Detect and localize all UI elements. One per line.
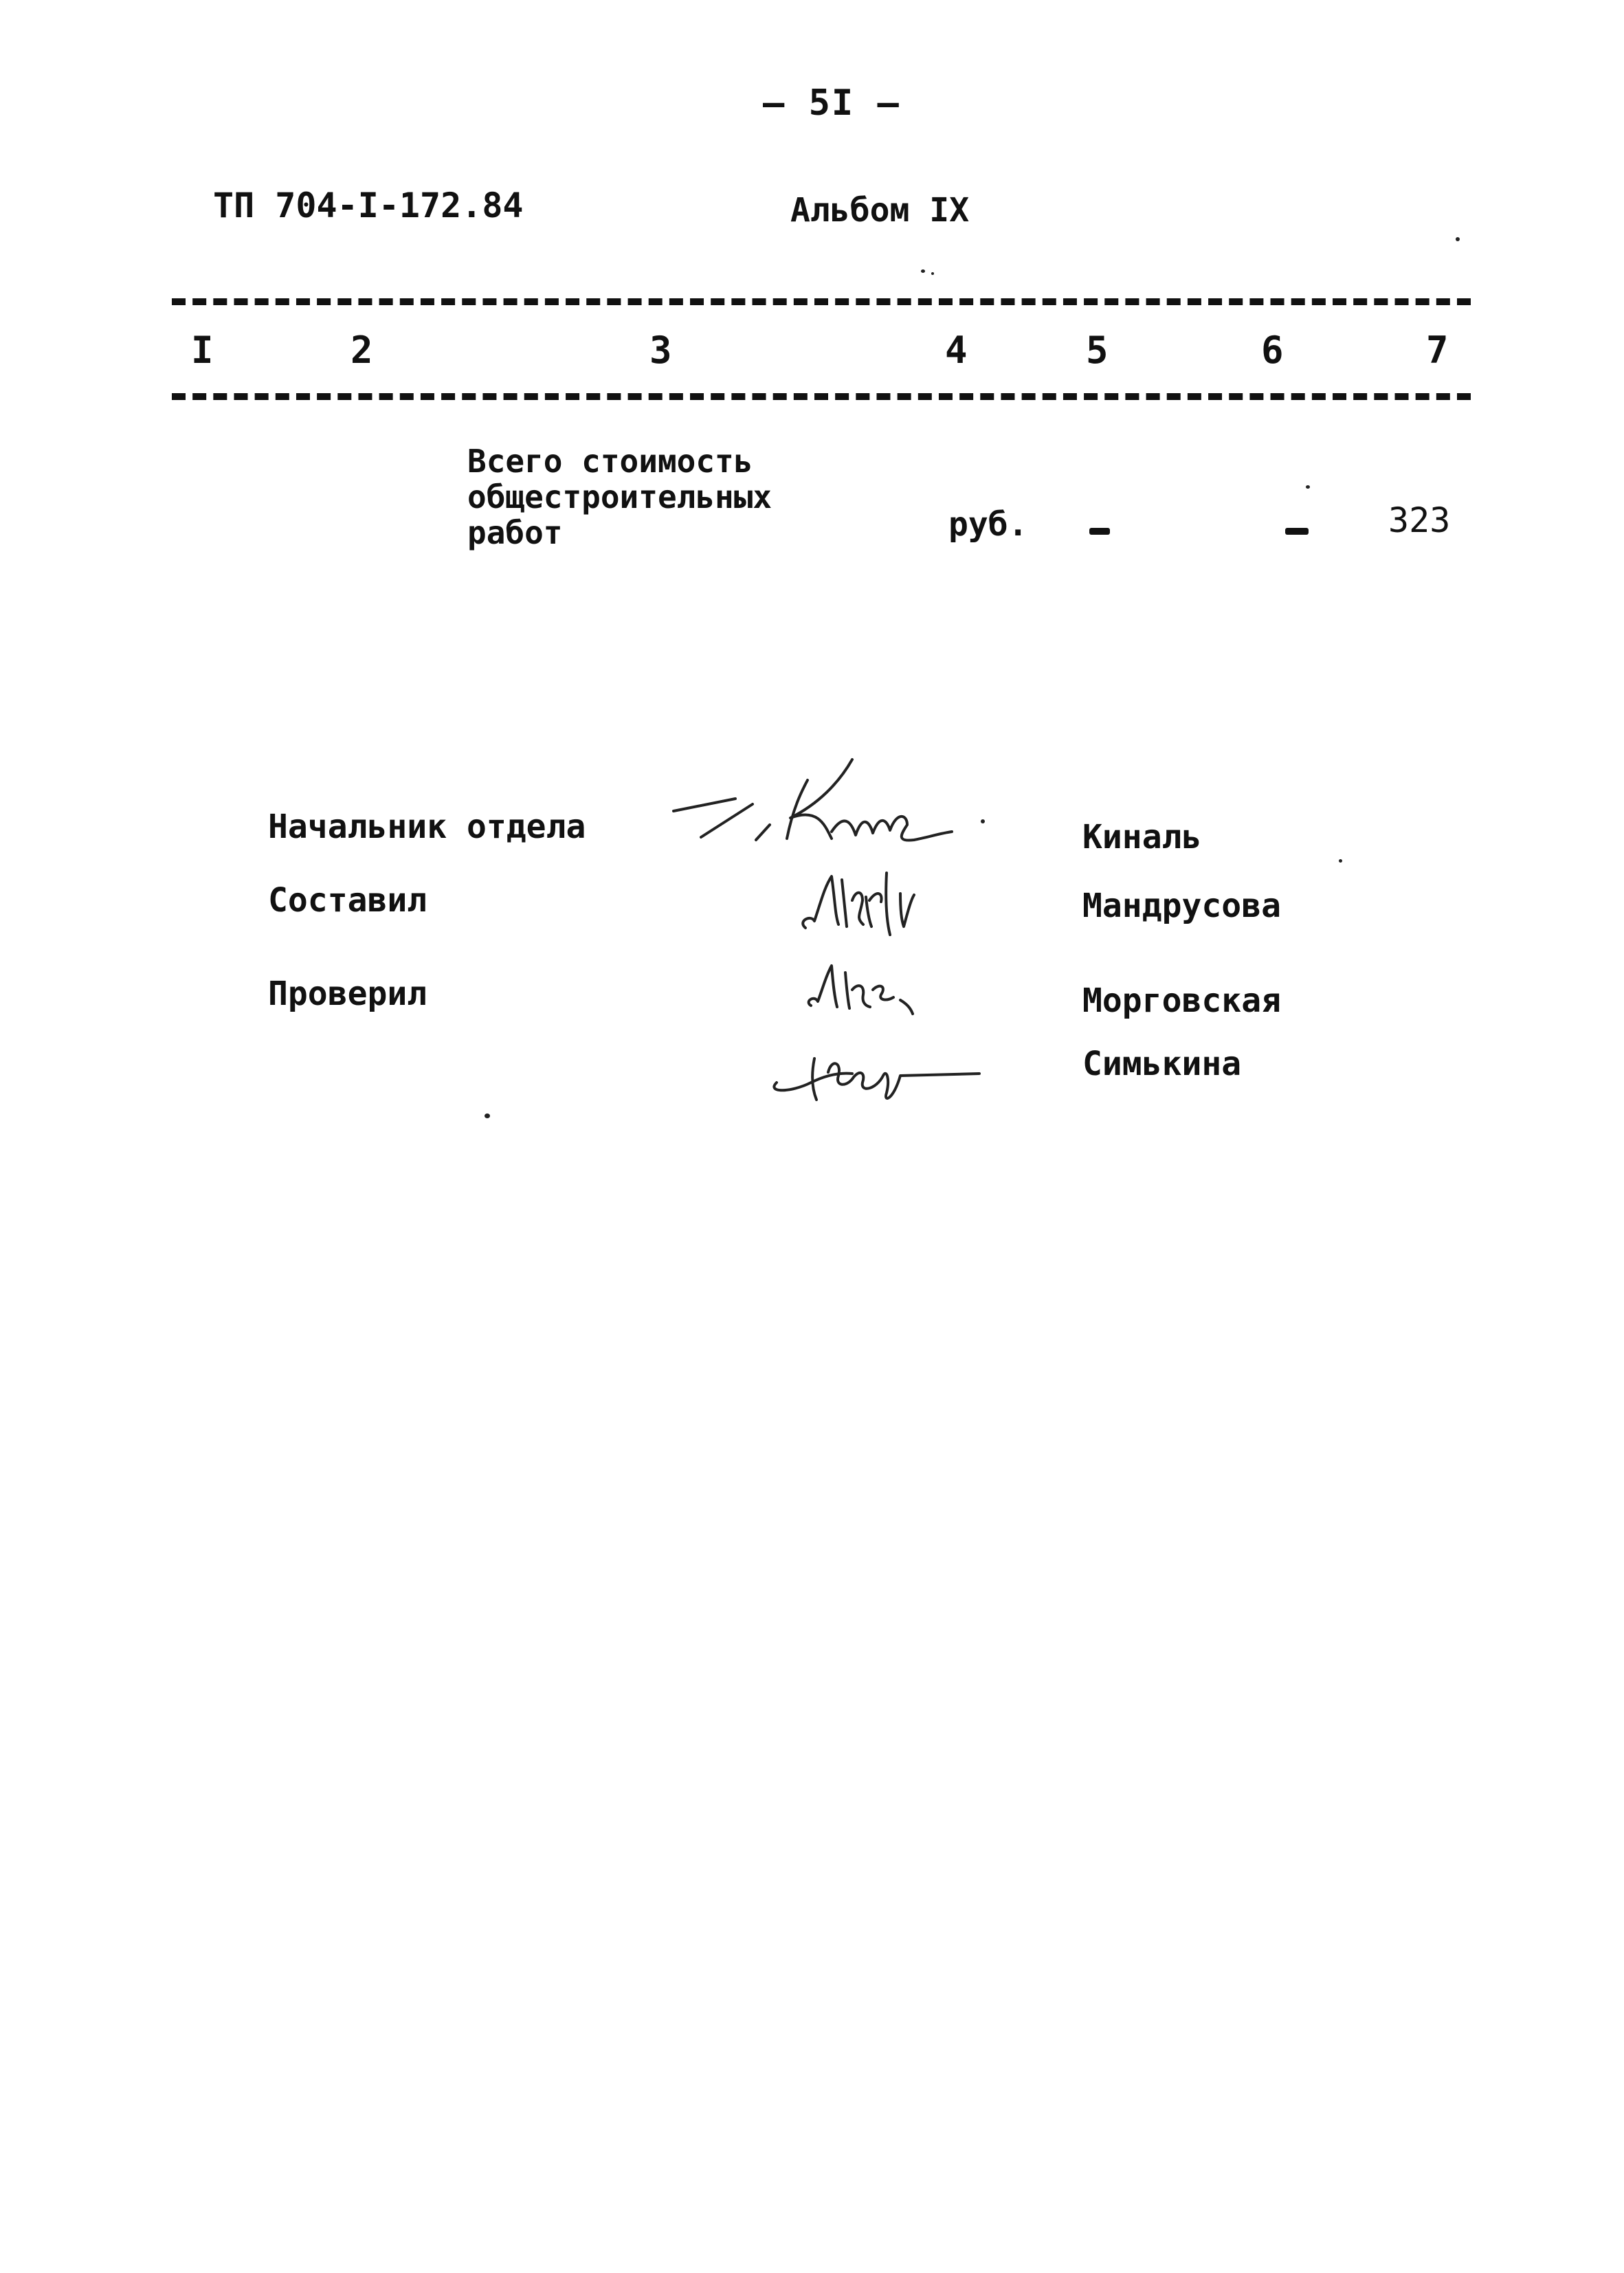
signature-role-compiled: Составил (268, 881, 427, 920)
handwritten-signature-1 (660, 756, 1017, 866)
column-header-7: 7 (1426, 329, 1449, 372)
scan-speck (485, 1113, 490, 1118)
document-code: ТП 704-I-172.84 (213, 186, 524, 225)
signature-role-checked: Проверил (268, 975, 427, 1013)
signatory-name-2: Мандрусова (1082, 887, 1281, 925)
row-unit: руб. (948, 505, 1028, 544)
handwritten-signature-3 (804, 952, 942, 1028)
row-description-line-1: Всего стоимость (467, 443, 753, 480)
table-header-bottom-rule (172, 393, 1471, 400)
scan-speck (921, 269, 925, 273)
scan-speck (1456, 237, 1460, 241)
row-description-line-2: общестроительных (467, 478, 772, 515)
row-total-value: 323 (1388, 500, 1451, 540)
scan-speck (1306, 485, 1310, 489)
page-number: – 5I – (763, 82, 900, 124)
row-description-line-3: работ (467, 514, 563, 551)
column-header-2: 2 (351, 329, 373, 372)
signature-role-head: Начальник отдела (268, 808, 586, 846)
signatory-name-4: Симькина (1082, 1045, 1242, 1083)
handwritten-signature-2 (797, 859, 948, 942)
handwritten-signature-4 (763, 1038, 990, 1113)
signatory-name-1: Киналь (1082, 818, 1202, 856)
column-header-4: 4 (945, 329, 968, 372)
column-header-5: 5 (1086, 329, 1109, 372)
scan-speck (931, 272, 934, 275)
column-header-3: 3 (649, 329, 672, 372)
column-header-1: I (191, 329, 214, 372)
row-col6-dash (1285, 528, 1309, 535)
scan-speck (1339, 859, 1342, 863)
row-description (467, 443, 772, 551)
table-top-rule (172, 298, 1471, 305)
signatory-name-3: Морговская (1082, 982, 1281, 1020)
album-label: Альбом IX (790, 191, 970, 230)
row-col5-dash (1089, 528, 1110, 535)
column-header-6: 6 (1261, 329, 1284, 372)
